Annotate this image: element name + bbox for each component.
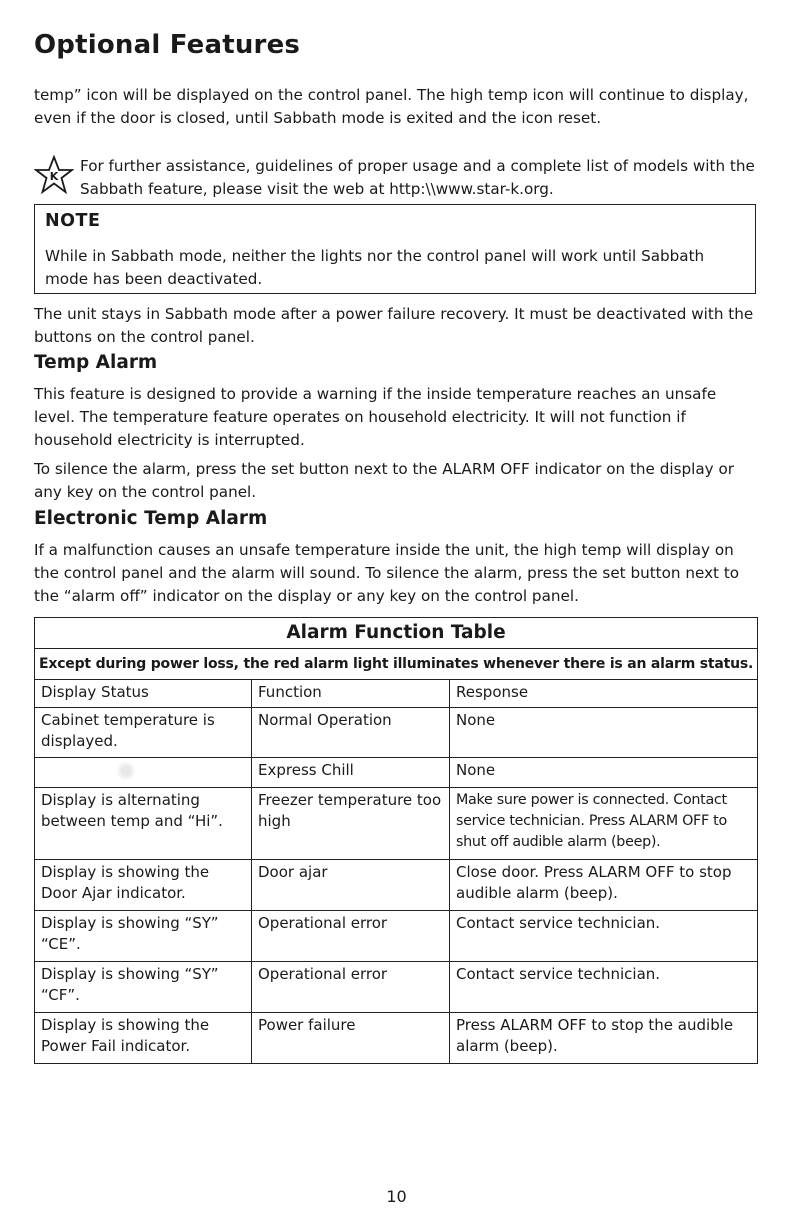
cell-function: Operational error <box>252 962 450 1012</box>
table-row <box>35 860 757 911</box>
note-title: NOTE <box>45 211 101 231</box>
table-header-row <box>35 680 757 708</box>
cell-function: Express Chill <box>252 758 450 787</box>
table-subtitle: Except during power loss, the red alarm light illuminates whenever there is an alarm status. <box>35 649 757 680</box>
alarm-function-table <box>34 617 758 1064</box>
electronic-temp-alarm-heading: Electronic Temp Alarm <box>34 508 268 529</box>
note-text: While in Sabbath mode, neither the lights nor the control panel will work until Sabbath mode has been deactivated. <box>45 247 705 288</box>
cell-display: Display is showing the Door Ajar indicator. <box>35 860 252 910</box>
express-chill-icon <box>116 761 136 781</box>
electronic-temp-alarm-paragraph: If a malfunction causes an unsafe temperature inside the unit, the high temp will display on the control panel and the alarm will sound. To silence the alarm, press the set button next to the “alarm off” indicator on the display or any key on the control panel. <box>34 541 740 605</box>
cell-response: Contact service technician. <box>456 965 661 983</box>
table-row <box>35 1013 757 1063</box>
table-title: Alarm Function Table <box>35 618 757 649</box>
cell-display-icon <box>35 758 252 787</box>
cell-response: Press ALARM OFF to stop the audible alarm (beep). <box>456 1016 734 1055</box>
table-row <box>35 758 757 788</box>
cell-display: Display is alternating between temp and “Hi”. <box>35 788 252 859</box>
page-number: 10 <box>386 1187 407 1206</box>
table-row <box>35 708 757 758</box>
cell-display: Cabinet temperature is displayed. <box>35 708 252 757</box>
star-k-icon <box>34 155 74 195</box>
header-response: Response <box>456 683 529 701</box>
cell-function: Operational error <box>252 911 450 961</box>
cell-function: Power failure <box>252 1013 450 1063</box>
cell-display: Display is showing “SY” “CE”. <box>35 911 252 961</box>
page-title: Optional Features <box>34 30 301 60</box>
cell-function: Normal Operation <box>252 708 450 757</box>
cell-response: Make sure power is connected. Contact service technician. Press ALARM OFF to shut off audible alarm (beep). <box>456 792 727 850</box>
temp-alarm-silence-paragraph: To silence the alarm, press the set button next to the ALARM OFF indicator on the display or any key on the control panel. <box>34 460 735 501</box>
star-k-text: For further assistance, guidelines of proper usage and a complete list of models with the Sabbath feature, please visit the web at http:\\www.star-k.org. <box>80 157 755 198</box>
svg-text:K: K <box>49 170 59 183</box>
cell-function: Door ajar <box>252 860 450 910</box>
table-row <box>35 911 757 962</box>
cell-response: None <box>456 761 496 779</box>
cell-display: Display is showing the Power Fail indicator. <box>35 1013 252 1063</box>
cell-display: Display is showing “SY” “CF”. <box>35 962 252 1012</box>
star-k-note <box>34 155 760 201</box>
table-row <box>35 962 757 1013</box>
cell-response: Contact service technician. <box>456 914 661 932</box>
cell-response: Close door. Press ALARM OFF to stop audible alarm (beep). <box>456 863 732 902</box>
note-box <box>34 204 756 294</box>
header-display-status: Display Status <box>35 680 252 707</box>
header-function: Function <box>252 680 450 707</box>
cell-function: Freezer temperature too high <box>252 788 450 859</box>
table-row <box>35 788 757 860</box>
temp-alarm-heading: Temp Alarm <box>34 352 158 373</box>
cell-response: None <box>456 711 496 729</box>
sabbath-paragraph: The unit stays in Sabbath mode after a power failure recovery. It must be deactivated with the buttons on the control panel. <box>34 305 754 346</box>
intro-paragraph: temp” icon will be displayed on the control panel. The high temp icon will continue to display, even if the door is closed, until Sabbath mode is exited and the icon reset. <box>34 86 749 127</box>
temp-alarm-paragraph: This feature is designed to provide a warning if the inside temperature reaches an unsafe level. The temperature feature operates on household electricity. It will not function if household electricity is interrupted. <box>34 385 717 449</box>
